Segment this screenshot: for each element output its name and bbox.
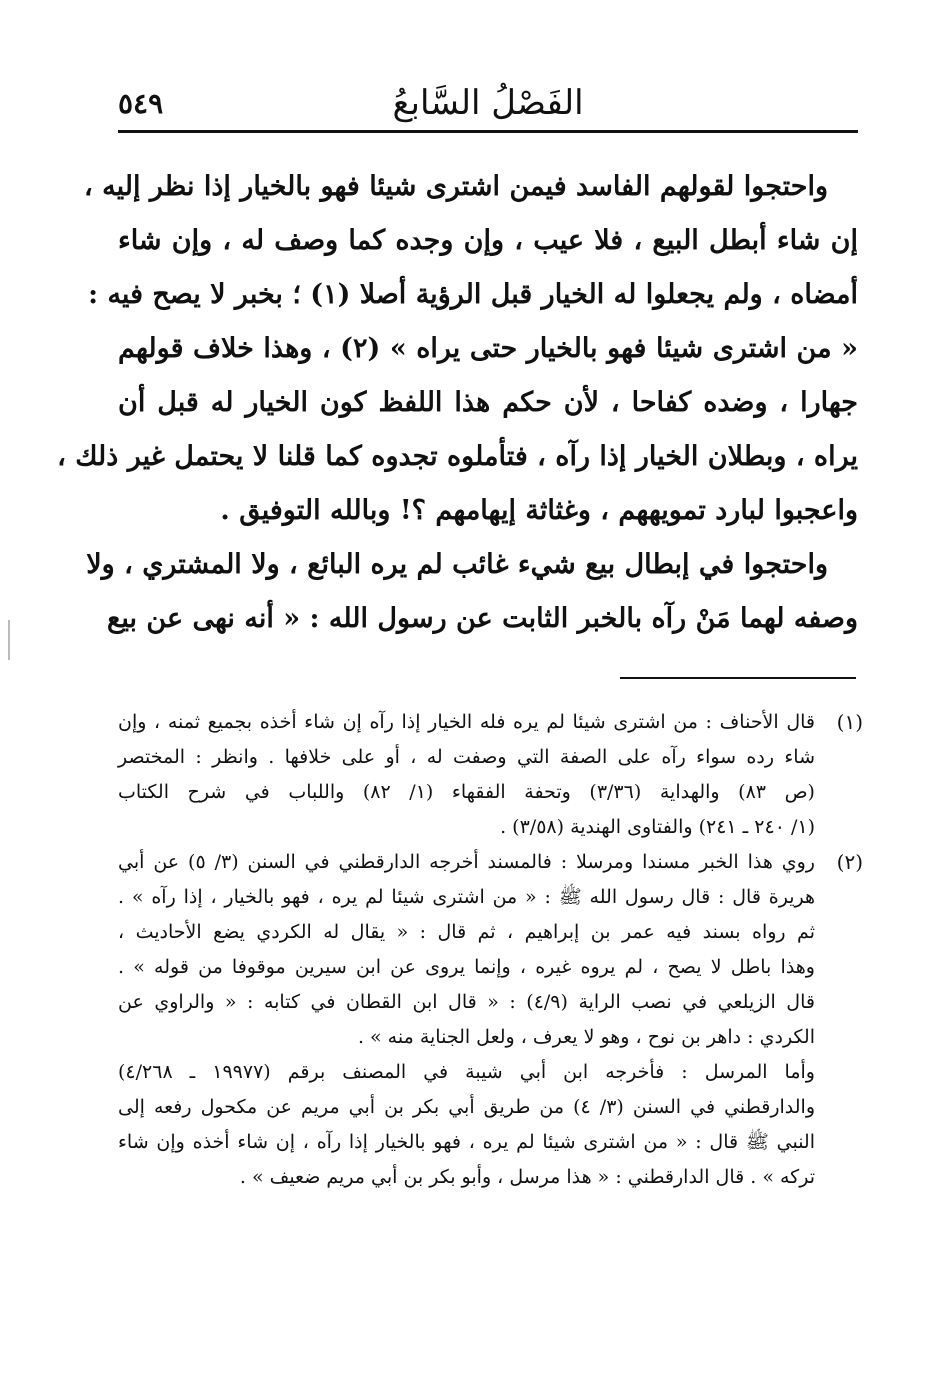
text-line: « من اشترى شيئا فهو بالخيار حتى يراه » (٢) ، وهذا خلاف قولهم (118, 333, 858, 364)
paragraph (86, 538, 858, 646)
footnote-line: تركه » . قال الدارقطني : « هذا مرسل ، وأبو بكر بن أبي مريم ضعيف » . (239, 1166, 815, 1188)
footnote-separator (620, 677, 856, 679)
footnote-line: وهذا باطل لا يصح ، لم يروه غيره ، وإنما يروى عن ابن سيرين موقوفا من قوله » . (118, 956, 815, 978)
footnote-line: (ص ٨٣) والهداية (٣/٣٦) وتحفة الفقهاء (١/ ٨٢) واللباب في شرح الكتاب (118, 781, 815, 803)
footnote (118, 705, 863, 845)
footnote-number: (٢) (836, 850, 863, 874)
text-line: واعجبوا لبارد تمويههم ، وغثاثة إيهامهم ؟! وبالله التوفيق . (220, 495, 858, 526)
footnote-line: روي هذا الخبر مسندا ومرسلا : فالمسند أخرجه الدارقطني في السنن (٣/ ٥) عن أبي (118, 851, 815, 873)
footnote-line: (١/ ٢٤٠ ـ ٢٤١) والفتاوى الهندية (٣/٥٨) . (500, 816, 815, 838)
footnote-line: وأما المرسل : فأخرجه ابن أبي شيبة في المصنف برقم (١٩٩٧٧ ـ ٤/٢٦٨) (118, 1061, 815, 1083)
scan-edge-mark (8, 620, 10, 660)
chapter-title: الفَصْلُ السَّابعُ (392, 83, 584, 123)
footnote-line: هريرة قال : قال رسول الله ﷺ : « من اشترى شيئا لم يره ، فهو بالخيار ، إذا رآه » . (118, 886, 815, 908)
footnote-number: (١) (836, 710, 863, 734)
footnote-line: قال الزيلعي في نصب الراية (٤/٩) : « قال ابن القطان في كتابه : « والراوي عن (118, 991, 815, 1013)
footnote-line: قال الأحناف : من اشترى شيئا لم يره فله الخيار إذا رآه إن شاء أخذه بجميع ثمنه ، وإن (118, 711, 815, 733)
page-number: ٥٤٩ (118, 87, 164, 120)
main-text (57, 160, 858, 646)
text-line: واحتجوا في إبطال بيع شيء غائب لم يره البائع ، ولا المشتري ، ولا (86, 549, 828, 580)
footnote-line: الكردي : داهر بن نوح ، وهو لا يعرف ، ولعل الجناية منه » . (357, 1026, 815, 1048)
footnotes (118, 705, 863, 1195)
footnote-line: والدارقطني في السنن (٣/ ٤) من طريق أبي بكر بن أبي مريم عن مكحول رفعه إلى (118, 1096, 815, 1118)
text-line: جهارا ، وضده كفاحا ، لأن حكم هذا اللفظ كون الخيار له قبل أن (118, 387, 858, 418)
footnote (118, 845, 863, 1195)
paragraph (57, 160, 858, 538)
text-line: أمضاه ، ولم يجعلوا له الخيار قبل الرؤية أصلا (١) ؛ بخبر لا يصح فيه : (88, 279, 858, 310)
text-line: واحتجوا لقولهم الفاسد فيمن اشترى شيئا فهو بالخيار إذا نظر إليه ، (84, 171, 828, 202)
text-line: وصفه لهما مَنْ رآه بالخبر الثابت عن رسول الله : « أنه نهى عن بيع (106, 603, 858, 634)
page-header (118, 80, 858, 133)
footnote-line: ثم رواه بسند فيه عمر بن إبراهيم ، ثم قال : « يقال له الكردي يضع الأحاديث ، (118, 921, 815, 943)
text-line: إن شاء أبطل البيع ، فلا عيب ، وإن وجده كما وصف له ، وإن شاء (118, 225, 858, 256)
footnote-line: شاء رده سواء رآه على الصفة التي وصفت له ، أو على خلافها . وانظر : المختصر (118, 746, 815, 768)
text-line: يراه ، وبطلان الخيار إذا رآه ، فتأملوه تجدوه كما قلنا لا يحتمل غير ذلك ، (57, 441, 858, 472)
footnote-line: النبي ﷺ قال : « من اشترى شيئا لم يره ، فهو بالخيار إذا رآه ، إن شاء أخذه وإن شاء (118, 1131, 815, 1153)
